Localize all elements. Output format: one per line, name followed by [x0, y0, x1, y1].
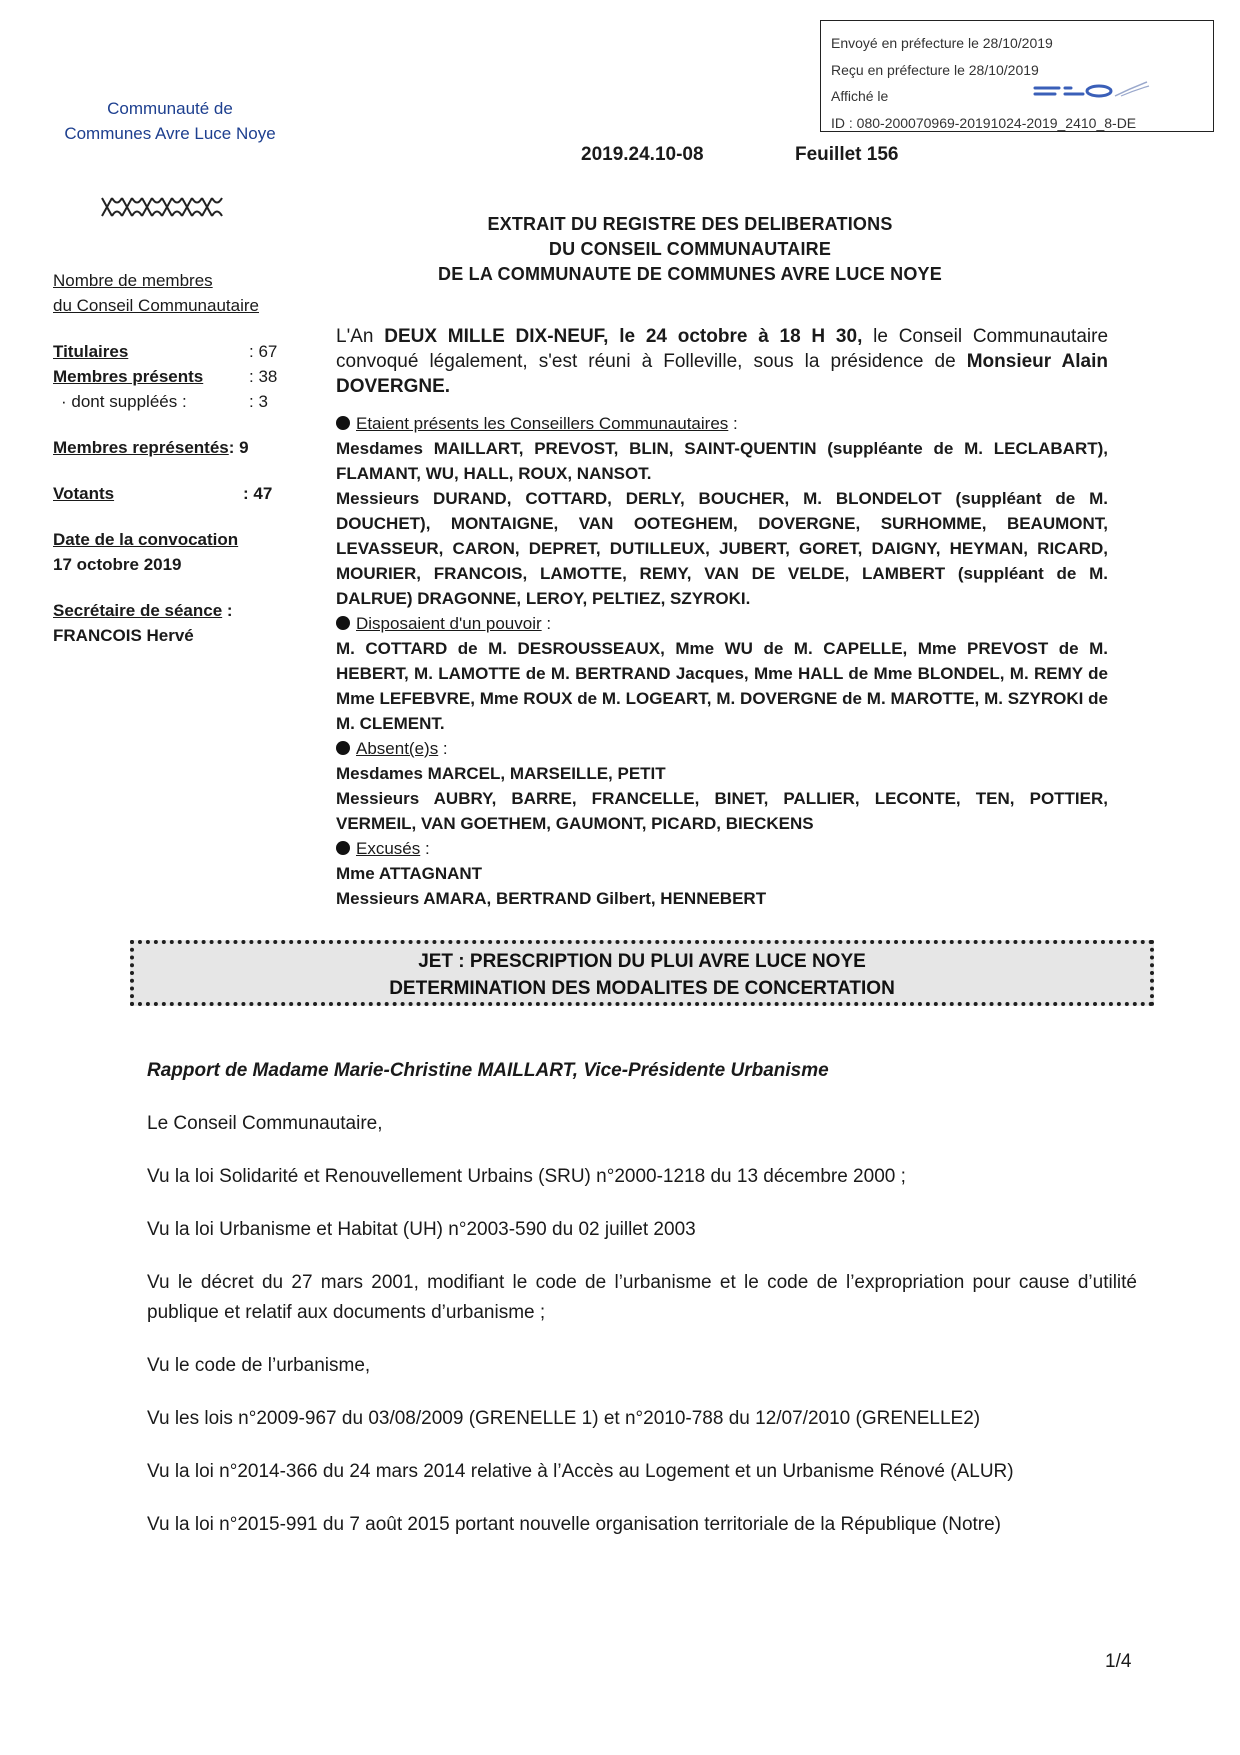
absent-label: Absent(e)s	[356, 739, 439, 758]
excused-label: Excusés	[356, 839, 421, 858]
convocation-date: 17 octobre 2019	[53, 555, 182, 574]
members-heading-line2: du Conseil Communautaire	[53, 296, 259, 315]
register-title-line1: EXTRAIT DU REGISTRE DES DELIBERATIONS	[487, 214, 893, 234]
deliberation-reference-number: 2019.24.10-08	[581, 144, 704, 165]
absent-heading	[336, 736, 1108, 761]
black-circle-bullet-icon	[336, 416, 350, 430]
black-circle-bullet-icon	[336, 841, 350, 855]
present-women-list: Mesdames MAILLART, PREVOST, BLIN, SAINT-QUENTIN (suppléante de M. LECLABART), FLAMANT, WU, HALL, ROUX, NANSOT.	[336, 439, 1108, 483]
proxy-list: M. COTTARD de M. DESROUSSEAUX, Mme WU de M. CAPELLE, Mme PREVOST de M. HEBERT, M. LAMOTTE de M. BERTRAND Jacques, Mme HALL de Mme BLONDEL, M. REMY de Mme LEFEBVRE, Mme ROUX de M. LOGEART, M. DOVERGNE de M. MAROTTE, M. SZYROKI de M. CLEMENT.	[336, 639, 1108, 733]
intro-date-time: DEUX MILLE DIX-NEUF, le 24 octobre à 18 H 30,	[384, 326, 863, 347]
subject-line2: DETERMINATION DES MODALITES DE CONCERTATION	[389, 978, 895, 999]
secretary-name: FRANCOIS Hervé	[53, 626, 194, 645]
legal-reference-code: Vu le code de l’urbanisme,	[147, 1355, 371, 1376]
intro-part-c: le Conseil Communautaire convoqué légalement, s'est réuni à Folleville, sous la présidence de	[336, 326, 1109, 372]
proxy-label: Disposaient d'un pouvoir	[356, 614, 542, 633]
slo-signature-logo-icon	[1031, 78, 1151, 102]
excused-women-list: Mme ATTAGNANT	[336, 864, 483, 883]
org-name-line1: Communauté de	[107, 99, 233, 118]
sheet-number: Feuillet 156	[795, 144, 899, 165]
organization-name	[40, 96, 300, 146]
presents-value: : 38	[249, 367, 278, 386]
proxy-heading	[336, 611, 1108, 636]
register-title	[330, 212, 1050, 287]
legal-reference-notre: Vu la loi n°2015-991 du 7 août 2015 portant nouvelle organisation territoriale de la République (Notre)	[147, 1514, 1002, 1535]
absent-men-list: Messieurs AUBRY, BARRE, FRANCELLE, BINET, PALLIER, LECONTE, TEN, POTTIER, VERMEIL, VAN GOETHEM, GAUMONT, PICARD, BIECKENS	[336, 789, 1108, 833]
present-heading	[336, 411, 1108, 436]
stamp-sent-line: Envoyé en préfecture le 28/10/2019	[831, 35, 1053, 51]
present-label: Etaient présents les Conseillers Communautaires	[356, 414, 729, 433]
report-author-line: Rapport de Madame Marie-Christine MAILLART, Vice-Présidente Urbanisme	[147, 1060, 829, 1081]
council-line: Le Conseil Communautaire,	[147, 1113, 383, 1134]
intro-part-a: L'An	[336, 326, 385, 347]
present-colon: :	[728, 414, 738, 433]
black-circle-bullet-icon	[336, 616, 350, 630]
votants-label: Votants	[53, 484, 115, 503]
convocation-label: Date de la convocation	[53, 530, 239, 549]
subject-line1: JET : PRESCRIPTION DU PLUI AVRE LUCE NOYE	[418, 951, 866, 972]
meeting-intro	[336, 324, 1108, 399]
org-name-line2: Communes Avre Luce Noye	[64, 124, 276, 143]
titulaires-label: Titulaires	[53, 342, 129, 361]
absent-colon: :	[438, 739, 448, 758]
register-title-line3: DE LA COMMUNAUTE DE COMMUNES AVRE LUCE NOYE	[438, 264, 942, 284]
legal-reference-decree: Vu le décret du 27 mars 2001, modifiant le code de l’urbanisme et le code de l’expropriation pour cause d’utilité publique et relatif aux documents d’urbanisme ;	[147, 1272, 1137, 1323]
excused-colon: :	[420, 839, 430, 858]
supplees-label: · dont suppléés :	[61, 392, 187, 411]
secretary-colon: :	[222, 601, 233, 620]
proxy-colon: :	[541, 614, 552, 633]
decorative-knot-ornament-icon	[100, 196, 224, 218]
report-body	[147, 1056, 1137, 1563]
secretary-label: Secrétaire de séance	[53, 601, 223, 620]
titulaires-value: : 67	[249, 342, 278, 361]
stamp-posted-line: Affiché le	[831, 88, 889, 104]
black-circle-bullet-icon	[336, 741, 350, 755]
excused-men-list: Messieurs AMARA, BERTRAND Gilbert, HENNEBERT	[336, 889, 767, 908]
members-heading	[53, 268, 293, 318]
deliberation-body	[336, 324, 1108, 911]
stamp-received-line: Reçu en préfecture le 28/10/2019	[831, 61, 1039, 78]
subject-banner	[130, 940, 1154, 1006]
intro-president: Monsieur Alain DOVERGNE.	[336, 351, 1108, 397]
legal-reference-alur: Vu la loi n°2014-366 du 24 mars 2014 relative à l’Accès au Logement et un Urbanisme Rénové (ALUR)	[147, 1461, 1014, 1482]
page-number: 1/4	[1105, 1651, 1132, 1672]
legal-reference-sru: Vu la loi Solidarité et Renouvellement Urbains (SRU) n°2000-1218 du 13 décembre 2000 ;	[147, 1166, 906, 1187]
votants-value: : 47	[243, 484, 273, 503]
absent-women-list: Mesdames MARCEL, MARSEILLE, PETIT	[336, 764, 666, 783]
supplees-value: : 3	[249, 392, 268, 411]
stamp-id-line: ID : 080-200070969-20191024-2019_2410_8-DE	[831, 114, 1137, 131]
presents-label: Membres présents	[53, 367, 204, 386]
excused-heading	[336, 836, 1108, 861]
prefecture-stamp	[820, 20, 1214, 132]
legal-reference-uh: Vu la loi Urbanisme et Habitat (UH) n°2003-590 du 02 juillet 2003	[147, 1219, 696, 1240]
legal-reference-grenelle: Vu les lois n°2009-967 du 03/08/2009 (GRENELLE 1) et n°2010-788 du 12/07/2010 (GRENELLE2)	[147, 1408, 981, 1429]
represented-value: : 9	[228, 438, 249, 457]
present-men-list: Messieurs DURAND, COTTARD, DERLY, BOUCHER, M. BLONDELOT (suppléant de M. DOUCHET), MONTAIGNE, VAN OOTEGHEM, DOVERGNE, SURHOMME, BEAUMONT, LEVASSEUR, CARON, DEPRET, DUTILLEUX, JUBERT, GORET, DAIGNY, HEYMAN, RICARD, MOURIER, FRANCOIS, LAMOTTE, REMY, VAN DE VELDE, LAMBERT (suppléant de M. DALRUE) DRAGONNE, LEROY, PELTIEZ, SZYROKI.	[336, 489, 1108, 608]
council-statistics	[53, 268, 293, 648]
members-heading-line1: Nombre de membres	[53, 271, 213, 290]
represented-label: Membres représentés	[53, 438, 229, 457]
register-title-line2: DU CONSEIL COMMUNAUTAIRE	[548, 239, 832, 259]
